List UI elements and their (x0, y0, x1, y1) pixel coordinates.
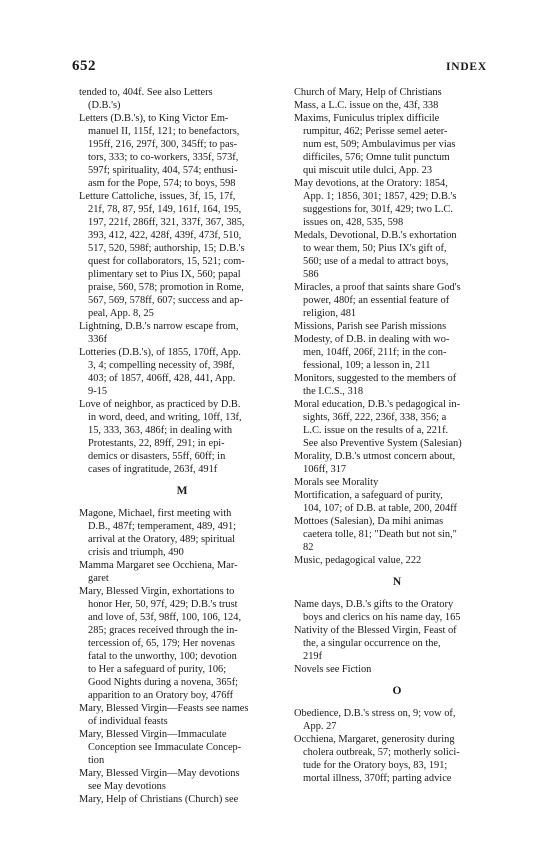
index-entry: Mary, Help of Christians (Church) see (79, 794, 239, 805)
index-entry: Mary, Blessed Virgin, exhortations to honor Her, 50, 97f, 429; D.B.'s trust and love of, 53f, 98ff, 100, 106, 124, 285; graces received through the in- tercession of, 65, 179; Her novenas fatal to the unworthy, 100; devotion to Her a safeguard of purity, 106; Good Nights during a novena, 365f; apparition to an Oratory boy, 476ff (79, 586, 242, 701)
running-head: INDEX (445, 61, 487, 73)
index-entry: Mortification, a safeguard of purity, 104, 107; of D.B. at table, 200, 204ff (294, 490, 457, 514)
index-entry: Name days, D.B.'s gifts to the Oratory boys and clerics on his name day, 165 (294, 599, 461, 623)
index-entry: Morals see Morality (294, 477, 379, 488)
index-entry: Modesty, of D.B. in dealing with wo- men, 104ff, 206f, 211f; in the con- fessional, 109; a lesson in, 211 (294, 334, 450, 371)
index-entry: Mary, Blessed Virgin—May devotions see May devotions (79, 768, 240, 792)
index-entry: Monitors, suggested to the members of the I.C.S., 318 (294, 373, 457, 397)
index-entry: Lotteries (D.B.'s), of 1855, 170ff, App. 3, 4; compelling necessity of, 398f, 403; of 1857, 406ff, 428, 441, App. 9-15 (79, 347, 241, 397)
index-entry: Mottoes (Salesian), Da mihi animas caetera tolle, 81; "Death but not sin," 82 (294, 516, 457, 553)
index-entry: Mass, a L.C. issue on the, 43f, 338 (294, 100, 439, 111)
index-entry: Nativity of the Blessed Virgin, Feast of the, a singular occurrence on the, 219f (294, 625, 457, 662)
index-entry: Medals, Devotional, D.B.'s exhortation to wear them, 50; Pius IX's gift of, 560; use of a medal to attract boys, 586 (294, 230, 457, 280)
index-entry: Maxims, Funiculus triplex difficile rumpitur, 462; Perisse semel aeter- num est, 509; Ambulavimus per vias difficiles, 576; Omne tulit punctum qui miscuit utile dulci, App. 23 (294, 113, 456, 176)
index-entry: Love of neighbor, as practiced by D.B. in word, deed, and writing, 10ff, 13f, 15, 333, 363, 486f; in dealing with Protestants, 22, 89ff, 291; in epi- demics or disasters, 55ff, 60ff; in cases of ingratitude, 263f, 491f (79, 399, 242, 475)
index-entry: Occhiena, Margaret, generosity during cholera outbreak, 57; motherly solici- tude for the Oratory boys, 83, 191; mortal illness, 370ff; parting advice (294, 734, 460, 784)
section-heading-m: M (176, 485, 188, 497)
page-number: 652 (72, 58, 96, 74)
index-entry: May devotions, at the Oratory: 1854, App. 1; 1856, 301; 1857, 429; D.B.'s suggestions for, 301f, 429; two L.C. issues on, 428, 535, 598 (294, 178, 457, 228)
index-column-right (294, 86, 500, 785)
index-entry: Novels see Fiction (294, 664, 372, 675)
index-entry: Miracles, a proof that saints share God's power, 480f; an essential feature of religion, 481 (294, 282, 461, 319)
index-entry: Music, pedagogical value, 222 (294, 555, 422, 566)
index-entry: Missions, Parish see Parish missions (294, 321, 447, 332)
index-entry: Church of Mary, Help of Christians (294, 87, 442, 98)
index-entry: Mamma Margaret see Occhiena, Mar- garet (79, 560, 238, 584)
index-entry: Letture Cattoliche, issues, 3f, 15, 17f, 21f, 78, 87, 95f, 149, 161f, 164, 195, 197, 221f, 286ff, 321, 337f, 367, 385, 393, 412, 422, 428f, 439f, 473f, 510, 517, 520, 598f; authorship, 15; D.B.'s quest for collaborators, 15, 521; com- plimentary set to Pius IX, 560; papal praise, 560, 578; promotion in Rome, 567, 569, 578ff, 607; success and ap- peal, App. 8, 25 (79, 191, 245, 319)
index-entry: Moral education, D.B.'s pedagogical in- sights, 36ff, 222, 236f, 338, 356; a L.C. issue on the results of a, 221f. See also Preventive System (Salesian) (294, 399, 462, 449)
index-entry: Magone, Michael, first meeting with D.B., 487f; temperament, 489, 491; arrival at the Oratory, 489; spiritual crisis and triumph, 490 (79, 508, 237, 558)
section-heading-o: O (392, 685, 402, 697)
index-entry: Obedience, D.B.'s stress on, 9; vow of, App. 27 (294, 708, 456, 732)
index-column-left (79, 86, 285, 806)
index-entry: Mary, Blessed Virgin—Feasts see names of individual feasts (79, 703, 249, 727)
index-entry: Letters (D.B.'s), to King Victor Em- manuel II, 115f, 121; to benefactors, 195ff, 216, 297f, 300, 345ff; to pas- tors, 333; to co-workers, 335f, 573f, 597f; spirituality, 404, 574; enthusi- asm for the Pope, 574; to boys, 598 (79, 113, 240, 189)
index-entry: Morality, D.B.'s utmost concern about, 106ff, 317 (294, 451, 456, 475)
index-entry: tended to, 404f. See also Letters (D.B.'s) (79, 87, 213, 111)
section-heading-n: N (392, 576, 402, 588)
index-entry: Lightning, D.B.'s narrow escape from, 336f (79, 321, 239, 345)
index-entry: Mary, Blessed Virgin—Immaculate Conception see Immaculate Concep- tion (79, 729, 242, 766)
